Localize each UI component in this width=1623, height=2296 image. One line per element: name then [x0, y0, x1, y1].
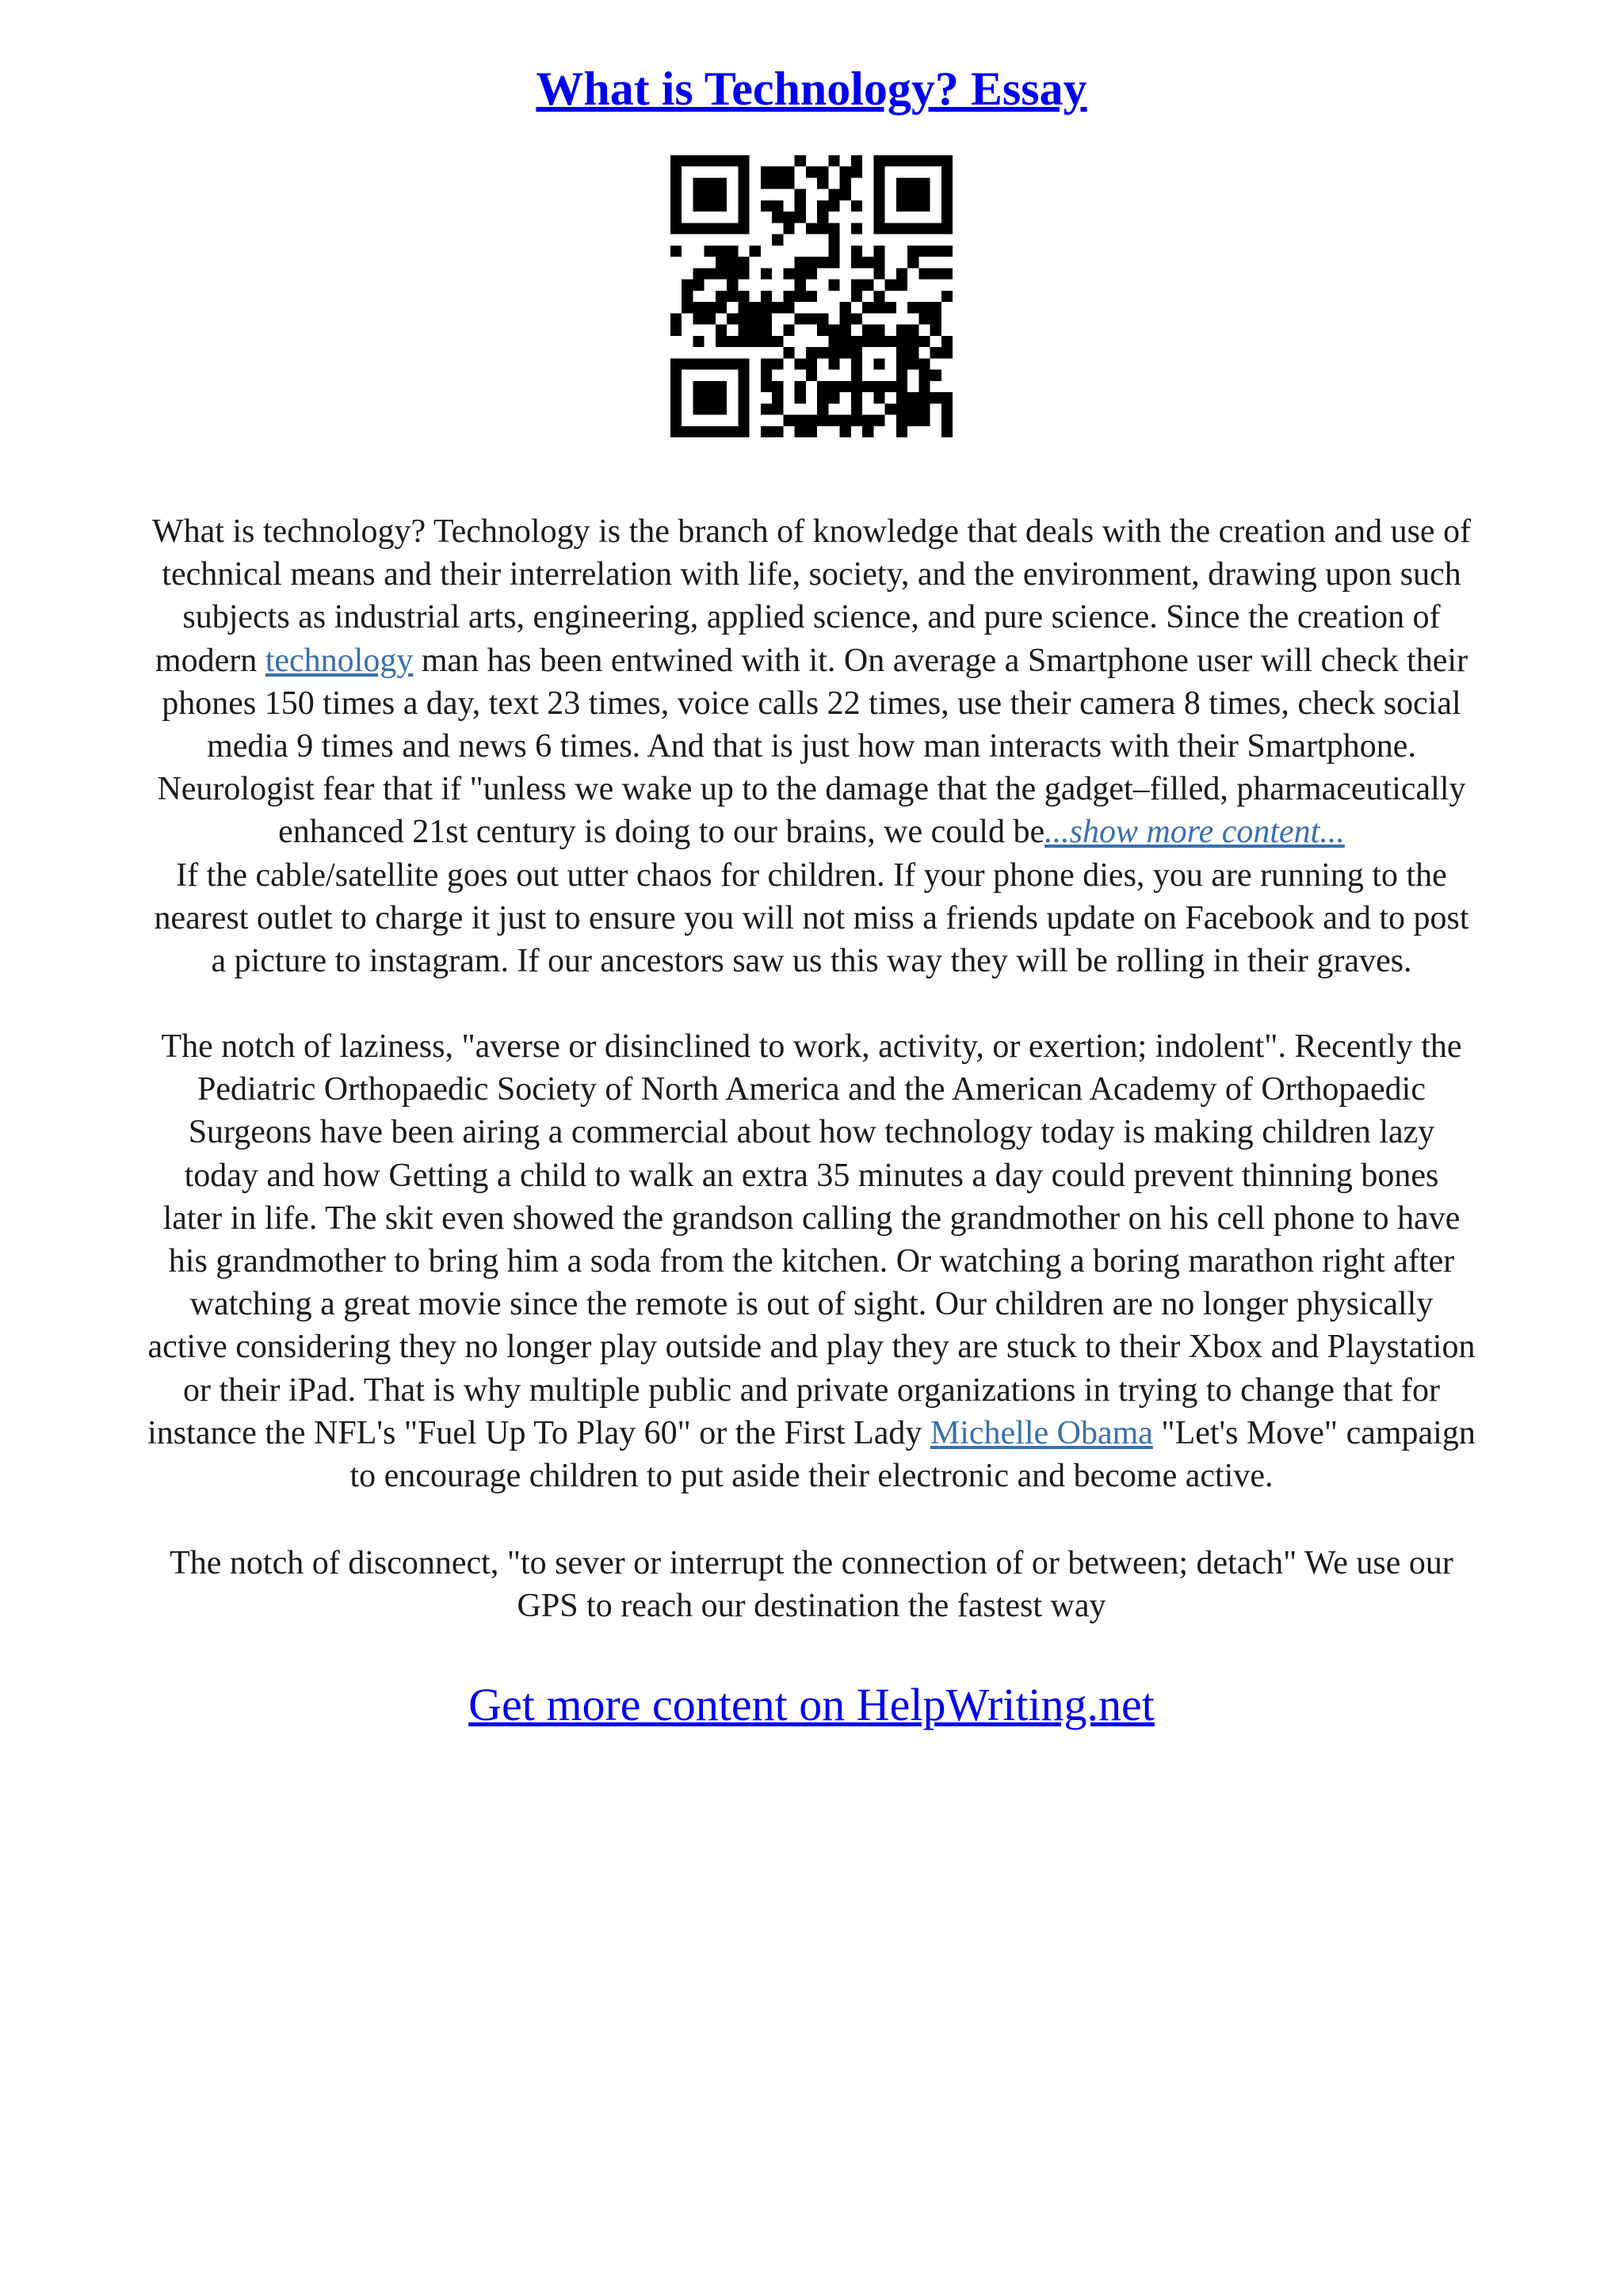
text-line: The notch of laziness, "averse or disinclined to work, activity, or exertion; indolent". Recently the: [161, 1028, 1462, 1065]
text-line: to encourage children to put aside their electronic and become active.: [349, 1458, 1274, 1495]
text-line: today and how Getting a child to walk an extra 35 minutes a day could prevent thinning bones: [184, 1157, 1439, 1194]
text-line: If the cable/satellite goes out utter chaos for children. If your phone dies, you are running to the: [176, 856, 1447, 894]
text-fragment: man has been entwined with it. On average a Smartphone user will check their: [413, 642, 1468, 679]
text-line: [55, 810, 1568, 853]
essay-title-link[interactable]: What is Technology? Essay: [536, 63, 1087, 115]
qr-code-icon: [670, 155, 953, 437]
paragraph-intro: [55, 510, 1568, 982]
text-line: What is technology? Technology is the branch of knowledge that deals with the creation and use of: [151, 513, 1472, 550]
michelle-obama-link[interactable]: Michelle Obama: [930, 1414, 1153, 1451]
text-line: his grandmother to bring him a soda from the kitchen. Or watching a boring marathon right after: [168, 1243, 1455, 1280]
text-fragment: instance the NFL's "Fuel Up To Play 60" or the First Lady: [147, 1414, 930, 1451]
show-more-link[interactable]: ...show more content...: [1044, 814, 1345, 851]
text-line: watching a great movie since the remote is out of sight. Our children are no longer physically: [189, 1286, 1434, 1323]
text-fragment: modern: [155, 642, 265, 679]
text-line: Neurologist fear that if "unless we wake up to the damage that the gadget–filled, pharmaceutically: [157, 771, 1466, 808]
text-line: media 9 times and news 6 times. And that is just how man interacts with their Smartphone.: [207, 728, 1416, 765]
text-line: GPS to reach our destination the fastest way: [517, 1588, 1106, 1625]
technology-link[interactable]: technology: [265, 642, 414, 679]
text-line: [55, 1412, 1568, 1455]
text-line: Pediatric Orthopaedic Society of North America and the American Academy of Orthopaedic: [197, 1071, 1426, 1108]
text-line: nearest outlet to charge it just to ensure you will not miss a friends update on Facebook and to post: [154, 899, 1469, 936]
text-line: technical means and their interrelation with life, society, and the environment, drawing upon such: [162, 556, 1461, 593]
qr-code: [670, 155, 953, 437]
paragraph-laziness: [55, 1025, 1568, 1497]
text-line: a picture to instagram. If our ancestors saw us this way they will be rolling in their graves.: [211, 943, 1412, 980]
text-line: phones 150 times a day, text 23 times, voice calls 22 times, use their camera 8 times, check social: [162, 685, 1461, 722]
paragraph-disconnect: [55, 1542, 1568, 1627]
text-line: Surgeons have been airing a commercial about how technology today is making children lazy: [188, 1114, 1435, 1151]
text-line: later in life. The skit even showed the grandson calling the grandmother on his cell phone to have: [162, 1199, 1461, 1237]
text-fragment: enhanced 21st century is doing to our brains, we could be: [278, 814, 1045, 851]
text-line: active considering they no longer play outside and play they are stuck to their Xbox and Playstation: [147, 1329, 1476, 1366]
text-line: subjects as industrial arts, engineering, applied science, and pure science. Since the creation of: [182, 599, 1441, 636]
text-line: The notch of disconnect, "to sever or interrupt the connection of or between; detach" We use our: [170, 1545, 1453, 1581]
text-line: or their iPad. That is why multiple public and private organizations in trying to change that for: [183, 1371, 1440, 1409]
get-more-content-link[interactable]: Get more content on HelpWriting.net: [468, 1679, 1155, 1730]
text-fragment: "Let's Move" campaign: [1152, 1414, 1476, 1451]
text-line: [55, 639, 1568, 682]
